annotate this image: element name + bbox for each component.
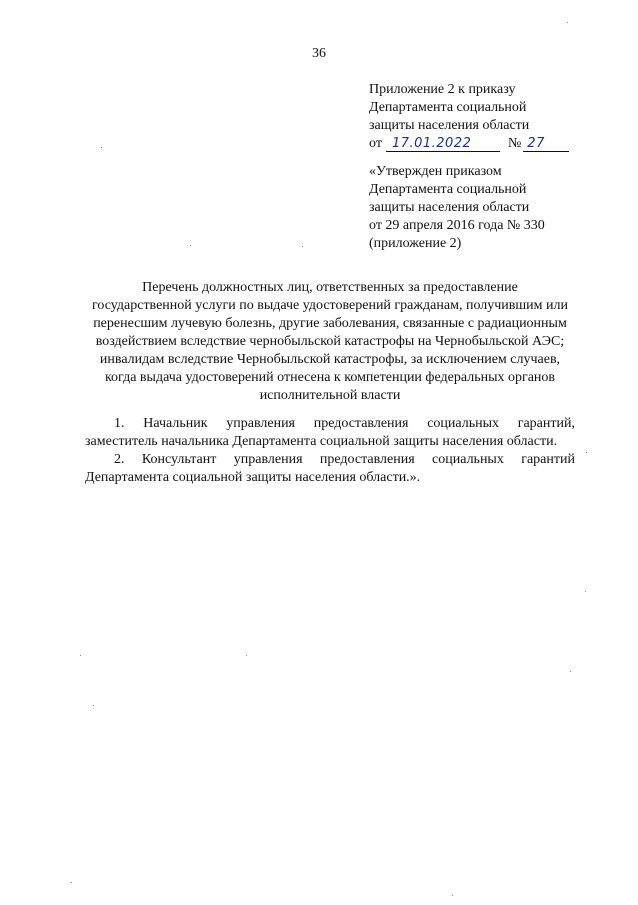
approved-line: «Утвержден приказом <box>369 164 502 179</box>
appendix-line: Приложение 2 к приказу <box>369 82 516 97</box>
scan-speck <box>302 246 303 247</box>
order-date-field <box>386 136 500 152</box>
appendix-line: защиты населения области <box>369 118 530 133</box>
title-line: государственной услуги по выдаче удостоверений гражданам, получившим или <box>92 298 568 313</box>
appendix-block <box>369 81 609 153</box>
scan-speck <box>452 895 453 896</box>
scan-speck <box>567 22 568 23</box>
officials-list <box>85 415 575 487</box>
scan-speck <box>71 882 72 883</box>
scan-speck <box>246 655 247 656</box>
title-line: Перечень должностных лиц, ответственных за предоставление <box>142 280 518 295</box>
appendix-line: Департамента социальной <box>369 100 527 115</box>
list-item-first-line: 2. Консультант управления предоставления социальных гарантий <box>114 452 575 467</box>
title-line: исполнительной власти <box>259 388 401 403</box>
scan-speck <box>585 591 586 592</box>
scan-speck <box>190 245 191 246</box>
list-item-first-line: 1. Начальник управления предоставления социальных гарантий, <box>114 416 575 431</box>
scan-speck <box>586 452 587 453</box>
title-line: инвалидам вследствие Чернобыльской катастрофы, за исключением случаев, <box>99 352 561 367</box>
title-line: перенесшим лучевую болезнь, другие заболевания, связанные с радиационным <box>93 316 567 331</box>
document-title <box>80 279 580 405</box>
page-number: 36 <box>312 46 326 61</box>
handwritten-date: 17.01.2022 <box>391 136 472 151</box>
approved-line: Департамента социальной <box>369 182 527 197</box>
title-line: когда выдача удостоверений отнесена к компетенции федеральных органов <box>104 370 556 385</box>
approved-line: от 29 апреля 2016 года № 330 <box>369 218 545 233</box>
list-item-continuation: заместитель начальника Департамента социальной защиты населения области. <box>85 434 558 449</box>
scan-speck <box>570 671 571 672</box>
number-prefix: № <box>507 136 522 151</box>
title-line: воздействием вследствие чернобыльской катастрофы на Чернобыльской АЭС; <box>95 334 565 349</box>
scan-speck <box>80 655 81 656</box>
approved-block <box>369 163 609 253</box>
handwritten-number: 27 <box>527 136 545 151</box>
list-item-continuation: Департамента социальной защиты населения области.». <box>85 470 421 485</box>
approved-line: защиты населения области <box>369 200 530 215</box>
scan-speck <box>93 705 94 706</box>
date-prefix: от <box>369 136 382 151</box>
order-number-field <box>523 136 569 152</box>
scan-speck <box>101 147 102 148</box>
order-date-number-row <box>369 135 609 153</box>
approved-line: (приложение 2) <box>369 236 462 251</box>
